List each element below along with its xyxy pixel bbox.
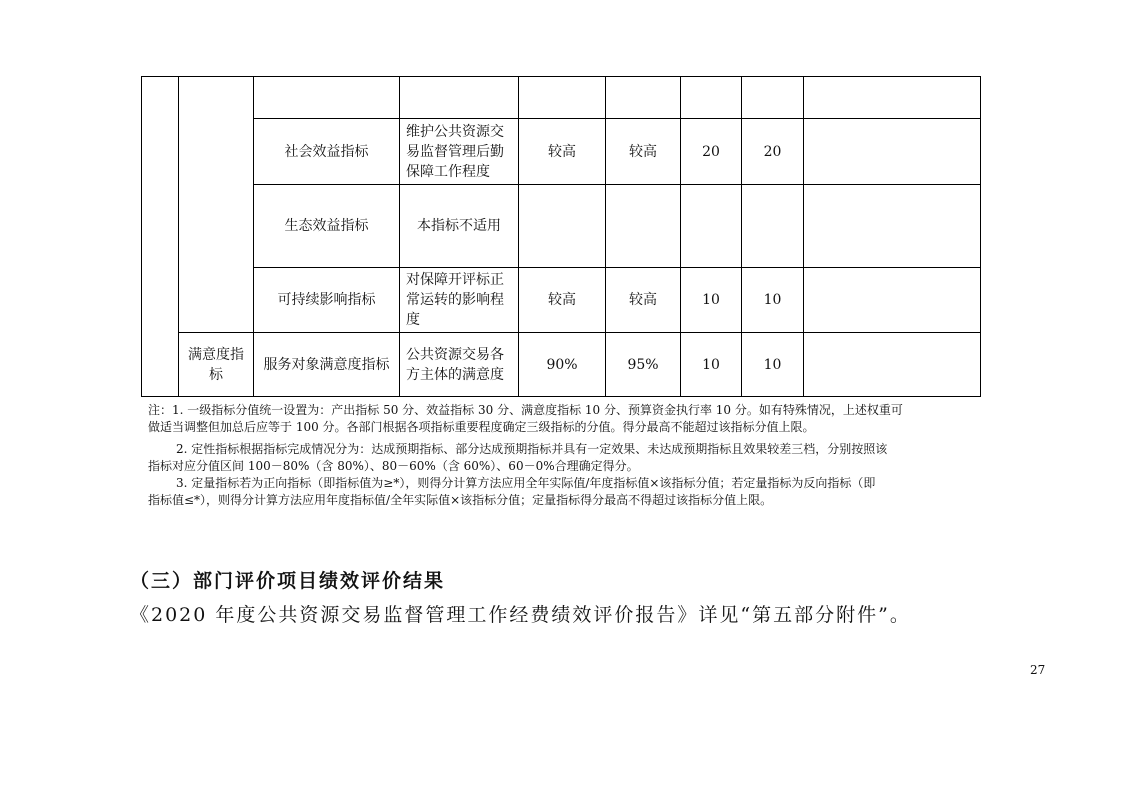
table-cell-score — [742, 185, 803, 267]
table-cell-note — [804, 119, 980, 184]
table-cell-weight — [681, 185, 741, 267]
content-line: 方主体的满意度 — [406, 366, 504, 383]
table-cell-note — [804, 333, 980, 396]
section-body-text: 《2020 年度公共资源交易监督管理工作经费绩效评价报告》详见“第五部分附件”。 — [130, 604, 911, 626]
table-border-left — [141, 76, 142, 397]
note-1-line-2: 做适当调整但加总后应等于 100 分。各部门根据各项指标重要程度确定三级指标的分值。得分最高不能超过该指标分值上限。 — [148, 420, 815, 434]
table-cell-target: 较高 — [548, 143, 576, 160]
table-cell-indicator-content — [400, 333, 518, 396]
content-line: 度 — [406, 312, 420, 328]
table-cell-weight: 10 — [702, 292, 720, 308]
table-cell-note — [804, 268, 980, 332]
table-border-bottom — [141, 396, 981, 397]
note-3-line-2: 指标值≤*），则得分计算方法应用年度指标值/全年实际值×该指标分值；定量指标得分最高不得超过该指标分值上限。 — [148, 493, 773, 507]
level2-line: 满意度指 — [188, 346, 244, 363]
content-line: 易监督管理后勤 — [406, 143, 504, 160]
table-cell-actual — [606, 185, 680, 267]
content-line: 维护公共资源交 — [406, 123, 504, 140]
note-2-line-1: 2. 定性指标根据指标完成情况分为：达成预期指标、部分达成预期指标并具有一定效果、未达成预期指标且效果较差三档，分别按照该 — [176, 442, 888, 456]
table-cell-indicator-name: 可持续影响指标 — [277, 292, 376, 308]
content-line: 常运转的影响程 — [406, 292, 504, 308]
table-border-top — [141, 76, 981, 77]
table-cell-target — [519, 185, 605, 267]
note-3-line-1: 3. 定量指标若为正向指标（即指标值为≥*），则得分计算方法应用全年实际值/年度指标值×该指标分值；若定量指标为反向指标（即 — [176, 476, 876, 490]
table-cell-indicator-name: 服务对象满意度指标 — [263, 356, 390, 373]
table-cell-target: 90% — [546, 356, 578, 373]
table-cell-weight: 20 — [702, 143, 720, 160]
table-cell-note — [804, 185, 980, 267]
table-cell-score: 20 — [763, 143, 782, 160]
content-line: 公共资源交易各 — [406, 346, 504, 363]
content-line: 对保障开评标正 — [406, 272, 504, 288]
table-cell-indicator-content — [400, 119, 518, 184]
table-cell-actual: 较高 — [629, 143, 657, 160]
table-cell-actual: 95% — [627, 356, 659, 373]
table-border-right — [980, 76, 981, 397]
section-heading: （三）部门评价项目绩效评价结果 — [130, 570, 446, 592]
table-cell-indicator-content — [400, 268, 518, 332]
table-cell-indicator-name: 生态效益指标 — [284, 218, 369, 234]
table-cell-actual: 较高 — [629, 292, 657, 308]
table-cell-indicator-content: 本指标不适用 — [417, 218, 501, 234]
table-cell-score: 10 — [763, 356, 782, 373]
page-number: 27 — [1030, 663, 1046, 677]
table-cell-score: 10 — [763, 292, 782, 308]
table-cell-weight: 10 — [702, 356, 720, 373]
content-line: 保障工作程度 — [406, 163, 490, 180]
table-cell-indicator-name: 社会效益指标 — [284, 143, 369, 160]
note-1-line-1: 注：1. 一级指标分值统一设置为：产出指标 50 分、效益指标 30 分、满意度指标 10 分、预算资金执行率 10 分。如有特殊情况，上述权重可 — [148, 403, 903, 417]
table-cell-target: 较高 — [548, 292, 576, 308]
table-notes — [148, 402, 988, 509]
level2-line: 标 — [209, 366, 223, 383]
note-2-line-2: 指标对应分值区间 100－80%（含 80%）、80－60%（含 60%）、60－0%合理确定得分。 — [148, 459, 639, 473]
table-cell-level2-indicator — [179, 333, 253, 396]
